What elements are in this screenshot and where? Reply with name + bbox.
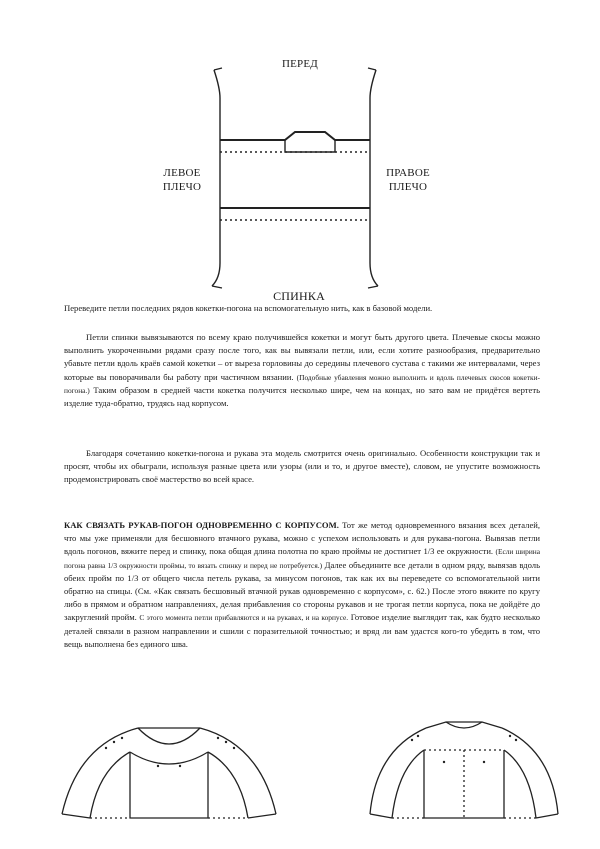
paragraph-4 [64, 519, 540, 651]
paragraph-1-text: Переведите петли последних рядов кокетки-погона на вспомогательную нить, как в базовой модели. [64, 303, 433, 313]
label-back: СПИНКА [273, 289, 325, 303]
garment-diagram-right [366, 710, 562, 832]
section-heading: КАК СВЯЗАТЬ РУКАВ-ПОГОН ОДНОВРЕМЕННО С КОРПУСОМ. [64, 520, 339, 530]
label-right-shoulder-2: ПЛЕЧО [388, 181, 428, 193]
yoke-diagram [200, 58, 390, 298]
paragraph-2-text-a: Петли спинки вывязываются по всему краю получившейся кокетки и могут быть другого цвета. Плечевые скосы можно выполнить укороченными рядами сразу после того, как вы вывязали петли, или, если хотите разнообразия, предварительно убавьте петли вдоль краёв самой кокетки – от выреза горловины до середины плечевого сустава с такими же интервалами, через которые вы поворачивали бы работу при частичном вязании. [64, 332, 540, 382]
label-front: ПЕРЕД [281, 58, 318, 70]
paragraph-4-note-a: (Если ширина погона равна 1/3 окружности проймы, то вязать спинку и перед не потребуется.) [64, 547, 541, 570]
paragraph-1 [64, 302, 540, 315]
paragraph-2-note: (Подобные убавления можно выполнить и вдоль плечевых скосов кокетки-погона.) [64, 372, 540, 395]
paragraph-3 [64, 447, 540, 487]
label-left-shoulder-1: ЛЕВОЕ [163, 167, 201, 179]
paragraph-3-text: Благодаря сочетанию кокетки-погона и рукава эта модель смотрится очень оригинально. Особенности конструкции так и просят, чтобы их обыграли, используя разные цвета или узоры (или и то, и другое вместе), словом, не упустите возможность продемонстрировать своё мастерство во всей красе. [64, 448, 540, 485]
paragraph-2-text-b: Таким образом в средней части кокетка получится несколько шире, чем на концах, но зато вам не придётся вертеть изделие туда-обратно, трудясь над корпусом. [64, 384, 540, 409]
paragraph-4-note-b: С этого момента петли прибавляются и на рукавах, и на корпусе. [139, 613, 349, 623]
paragraph-4-text-a: Тот же метод одновременного вязания всех деталей, что мы уже применяли для бесшовного втачного рукава, можно с успехом использовать и для рукава-погона. Вывязав петли вдоль погонов, вяжите перед и спинку, пока общая длина полотна по краю проймы не достигнет 1/3 ее окружности. [64, 520, 541, 557]
paragraph-4-text-b: Далее объедините все детали в одном ряду, вывязав вдоль обеих пройм по 1/3 от общего числа петель рукава, за минусом погонов, так как их вы переведете со вспомогательной нити обратно на спицы. (См. «Как связать бесшовный втачной рукав одновременно с корпусом», с. 62.) После этого вяжите по кругу либо в прямом и обратном направлениях, делая прибавления со стороны рукавов и не трогая петли корпуса, пока не дойдёте до закруглений пройм. [64, 559, 540, 623]
paragraph-2 [64, 331, 540, 410]
garment-diagram-left [58, 714, 280, 834]
label-right-shoulder-1: ПРАВОЕ [386, 167, 430, 179]
label-left-shoulder-2: ПЛЕЧО [162, 181, 202, 193]
paragraph-4-text-c: Готовое изделие выглядит так, как будто несколько деталей связали в разном направлении и сшили с поразительной точностью; и вряд ли вам удастся кого-то убедить в том, что вещь выполнена без единого шва. [64, 612, 540, 649]
